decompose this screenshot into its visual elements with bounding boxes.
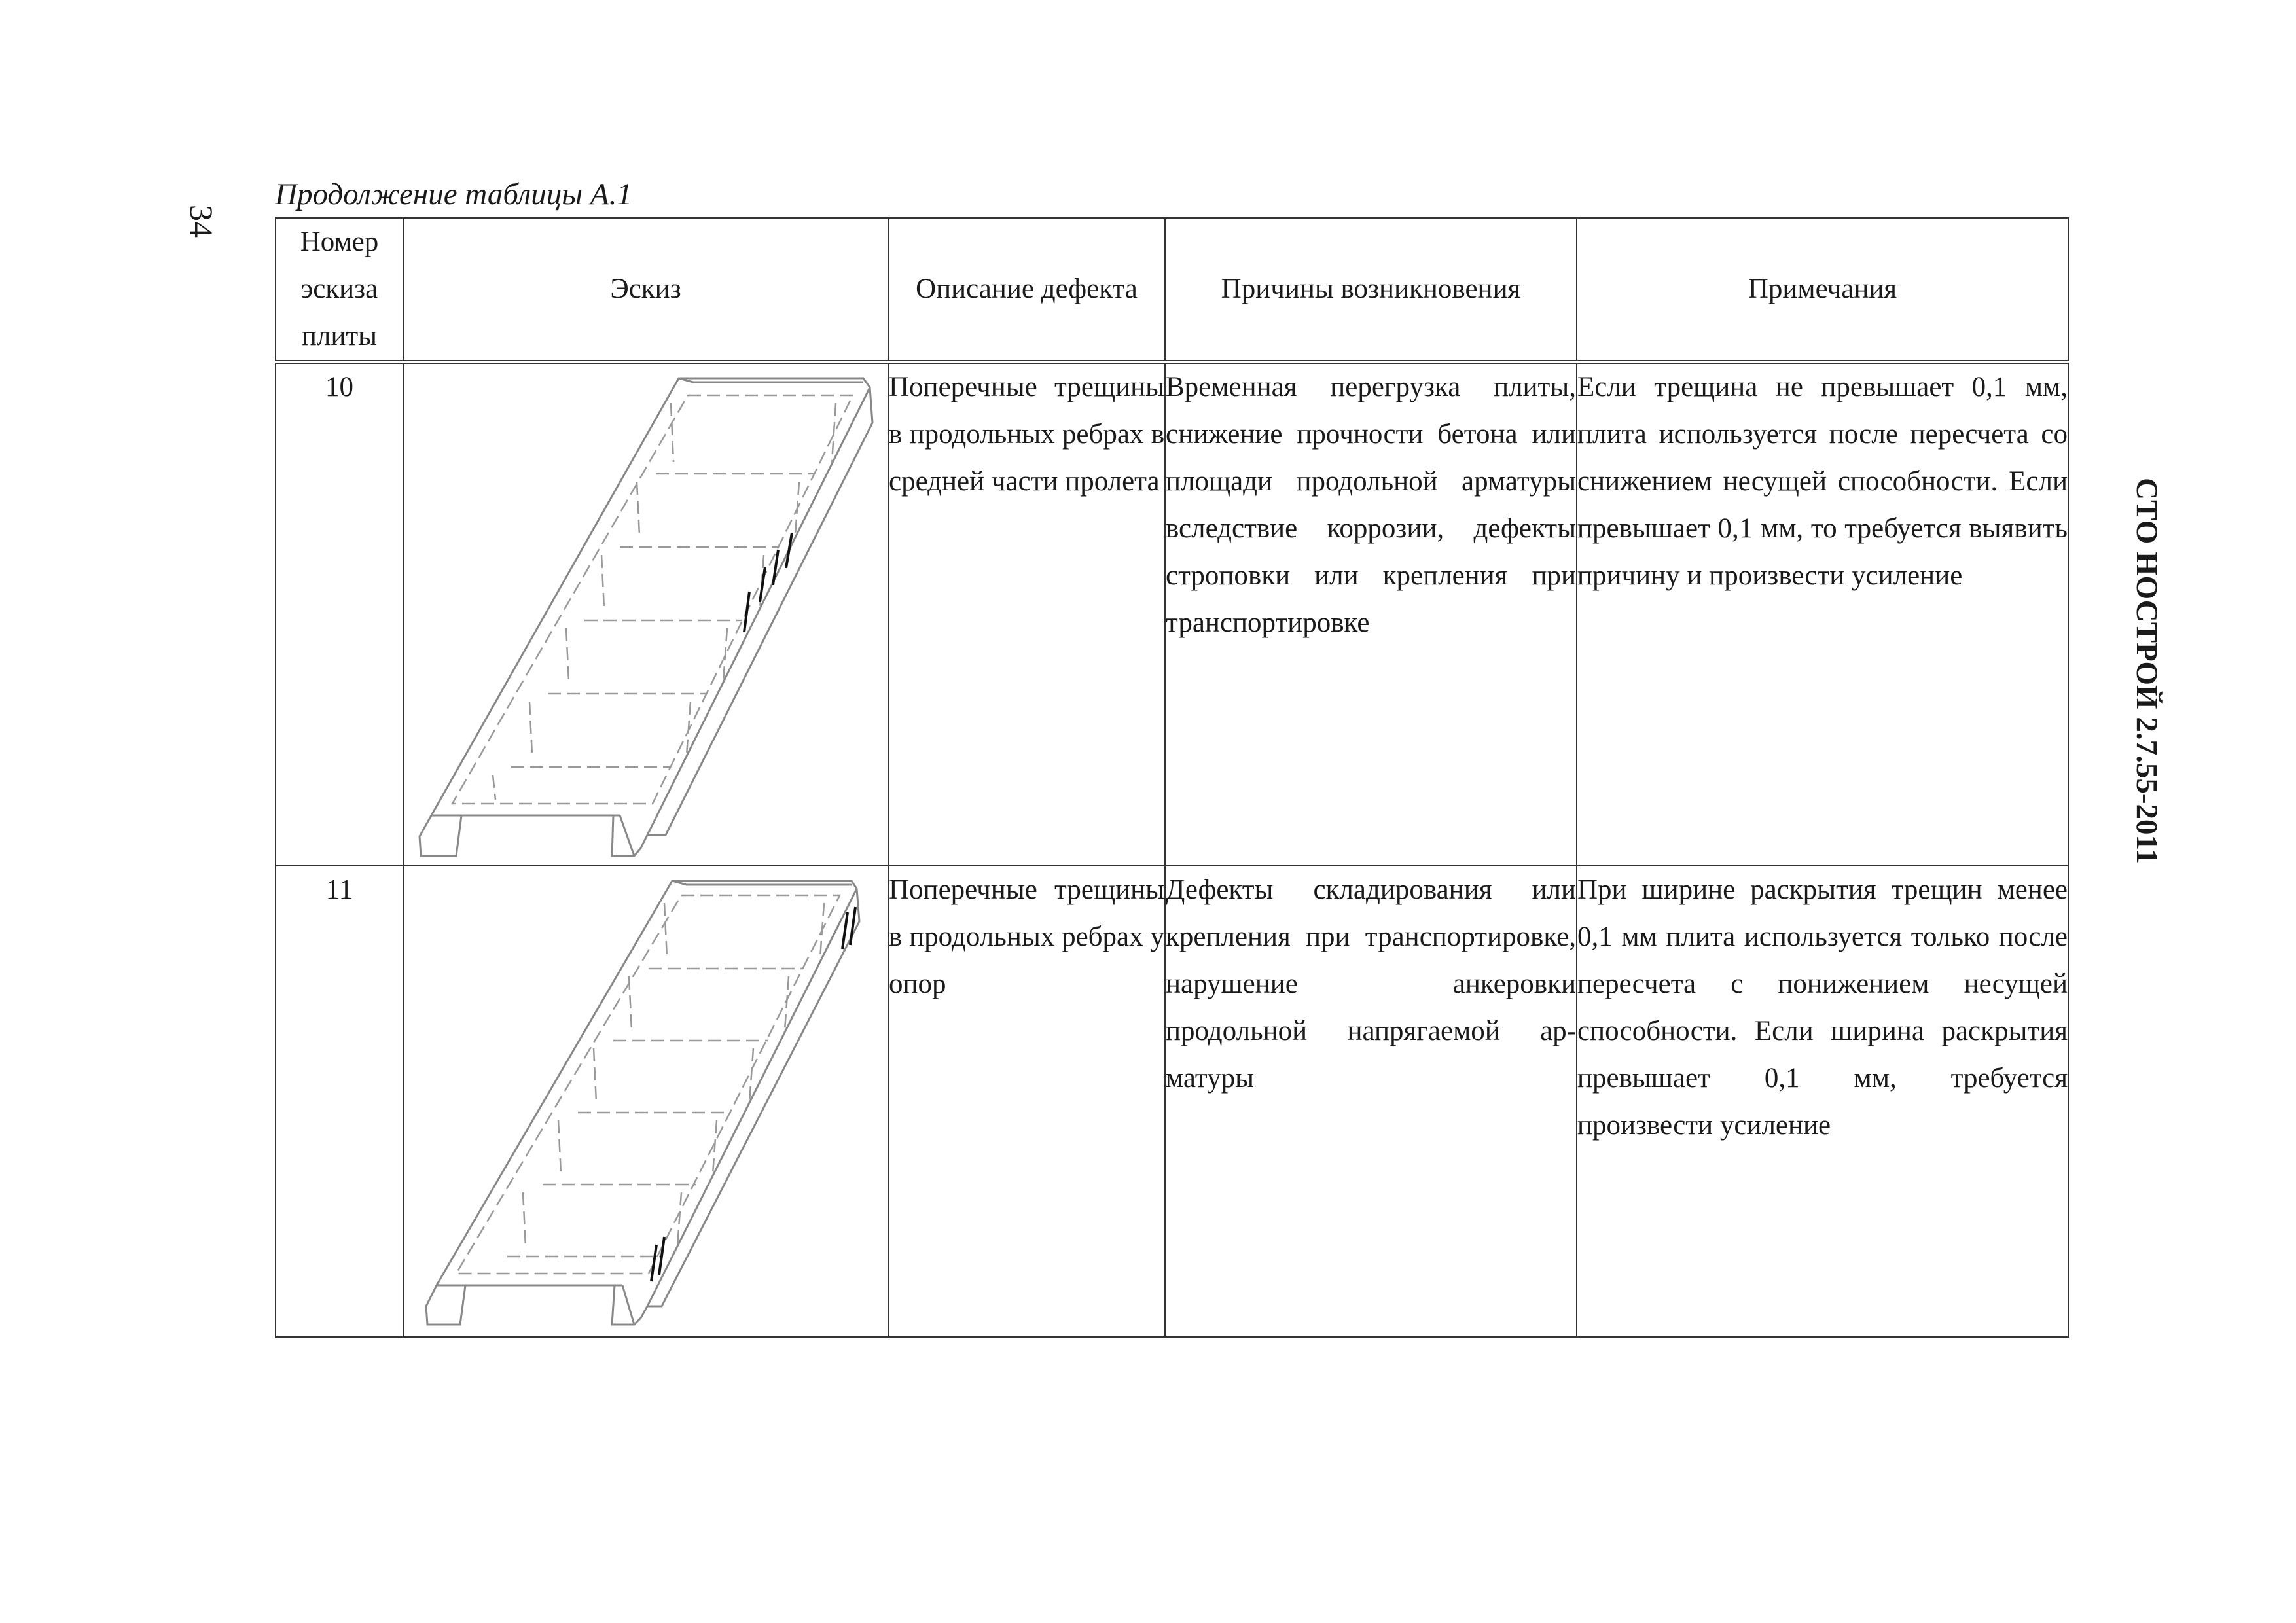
- table-row: [276, 866, 2068, 1337]
- sketch-cell: [403, 362, 888, 866]
- defect-causes: Временная перегрузка плиты, снижение прочности бетона или площади продольной арматуры вследствие коррозии, дефекты строповки или крепления при транспортировке: [1165, 362, 1577, 866]
- page-number: 34: [183, 205, 220, 238]
- header-sketch: Эскиз: [403, 218, 888, 362]
- defect-causes: Дефекты складирования или крепления при транспортировке, нарушение анкеровки продольной напрягаемой арматуры: [1165, 866, 1577, 1337]
- defect-description: Поперечные трещины в продольных ребрах у опор: [888, 866, 1165, 1337]
- document-code-header: СТО НОСТРОЙ 2.7.55-2011: [2130, 478, 2164, 864]
- sketch-cell: [403, 866, 888, 1337]
- header-number: Номер эскиза плиты: [276, 218, 403, 362]
- ribbed-slab-support-cracks-sketch-icon: [404, 866, 889, 1336]
- defects-table: [275, 217, 2069, 1338]
- ribbed-slab-midspan-cracks-sketch-icon: [404, 364, 889, 865]
- defect-notes: Если трещина не превышает 0,1 мм, плита используется после пересчета со снижением несущей способности. Если превышает 0,1 мм, то требуется выявить причину и произвести усиление: [1577, 362, 2068, 866]
- header-causes: Причины возникновения: [1165, 218, 1577, 362]
- row-number: 10: [276, 362, 403, 866]
- table-row: [276, 362, 2068, 866]
- defect-description: Поперечные трещины в продольных ребрах в средней части пролета: [888, 362, 1165, 866]
- header-description: Описание дефекта: [888, 218, 1165, 362]
- header-notes: Примечания: [1577, 218, 2068, 362]
- row-number: 11: [276, 866, 403, 1337]
- table-header-row: [276, 218, 2068, 362]
- defect-notes: При ширине раскрытия трещин менее 0,1 мм плита используется только после пересчета с понижением несущей способности. Если ширина раскрытия превышает 0,1 мм, требуется произвести усиление: [1577, 866, 2068, 1337]
- table-caption: Продолжение таблицы А.1: [275, 177, 632, 211]
